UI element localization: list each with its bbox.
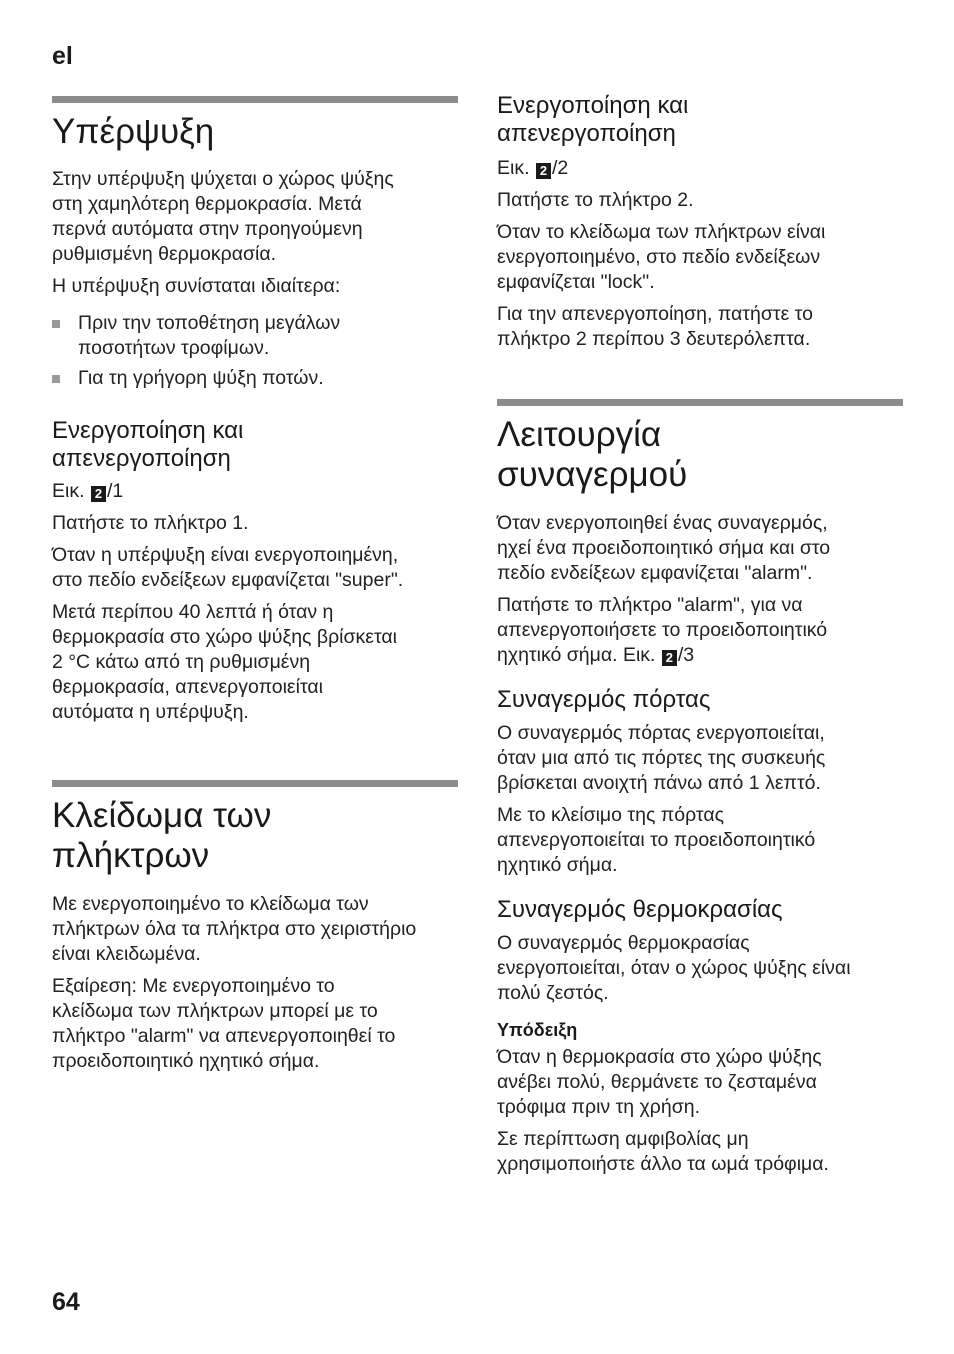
- section-key-lock-toggle: [497, 92, 909, 352]
- note-paragraph: Όταν η θερμοκρασία στο χώρο ψύξης ανέβει πολύ, θερμάνετε το ζεσταμένα τρόφιμα πριν τη χρήση.: [497, 1046, 822, 1118]
- section-super-cooling: [52, 112, 464, 725]
- alarm-paragraph: Όταν ενεργοποιηθεί ένας συναγερμός, ηχεί ένα προειδοποιητικό σήμα και στο πεδίο ενδείξεων εμφανίζεται "alarm".: [497, 512, 831, 584]
- recommend-text: Η υπέρψυξη συνίσταται ιδιαίτερα:: [52, 275, 341, 297]
- figure-reference: Εικ. 2 /1: [52, 480, 124, 502]
- deactivate-paragraph: Για την απενεργοποίηση, πατήστε το πλήκτρο 2 περίπου 3 δευτερόλεπτα.: [497, 303, 813, 350]
- section-title: Υπέρψυξη: [52, 112, 215, 151]
- figure-reference: Εικ. 2 /2: [497, 157, 569, 179]
- exception-paragraph: Εξαίρεση: Με ενεργοποιημένο το κλείδωμα των πλήκτρων μπορεί με το πλήκτρο "alarm" να απενεργοποιηθεί το προειδοποιητικό ηχητικό σήμα.: [52, 975, 396, 1072]
- bullet-icon: [52, 320, 60, 328]
- subsection-title: Ενεργοποίηση και απενεργοποίηση: [497, 92, 689, 147]
- figure-number-icon: 2: [536, 163, 551, 179]
- auto-off-paragraph: Μετά περίπου 40 λεπτά ή όταν η θερμοκρασία στο χώρο ψύξης βρίσκεται 2 °C κάτω από τη ρυθμισμένη θερμοκρασία, απενεργοποιείται αυτόματα η υπέρψυξη.: [52, 601, 398, 723]
- subsection-title: Συναγερμός πόρτας: [497, 686, 711, 713]
- press-instruction: Πατήστε το πλήκτρο 2.: [497, 189, 694, 211]
- list-item: Για τη γρήγορη ψύξη ποτών.: [52, 366, 464, 391]
- press-instruction: Πατήστε το πλήκτρο 1.: [52, 512, 249, 534]
- language-code: el: [52, 42, 73, 70]
- subsection-title: Ενεργοποίηση και απενεργοποίηση: [52, 417, 244, 472]
- section-key-lock: [52, 796, 464, 1074]
- door-close-paragraph: Με το κλείσιμο της πόρτας απενεργοποιείται το προειδοποιητικό ηχητικό σήμα.: [497, 804, 816, 876]
- section-alarm: [497, 415, 909, 1177]
- lock-shown-paragraph: Όταν το κλείδωμα των πλήκτρων είναι ενεργοποιημένο, στο πεδίο ενδείξεων εμφανίζεται "lock".: [497, 221, 826, 293]
- intro-paragraph: Στην υπέρψυξη ψύχεται ο χώρος ψύξης στη χαμηλότερη θερμοκρασία. Μετά περνά αυτόματα στην προηγούμενη ρυθμισμένη θερμοκρασία.: [52, 168, 394, 265]
- note-title: Υπόδειξη: [497, 1020, 578, 1040]
- section-title: Κλείδωμα των πλήκτρων: [52, 796, 272, 875]
- door-alarm-paragraph: Ο συναγερμός πόρτας ενεργοποιείται, όταν μια από τις πόρτες της συσκευής βρίσκεται ανοιχτή πάνω από 1 λεπτό.: [497, 722, 826, 794]
- section-divider: [497, 399, 903, 406]
- figure-number-icon: 2: [91, 486, 106, 502]
- active-paragraph: Όταν η υπέρψυξη είναι ενεργοποιημένη, στο πεδίο ενδείξεων εμφανίζεται "super".: [52, 544, 404, 591]
- temp-alarm-paragraph: Ο συναγερμός θερμοκρασίας ενεργοποιείται, όταν ο χώρος ψύξης είναι πολύ ζεστός.: [497, 932, 851, 1004]
- figure-number-icon: 2: [662, 650, 677, 666]
- page-number: 64: [52, 1288, 80, 1316]
- subsection-title: Συναγερμός θερμοκρασίας: [497, 896, 783, 923]
- lock-paragraph: Με ενεργοποιημένο το κλείδωμα των πλήκτρων όλα τα πλήκτρα στο χειριστήριο είναι κλειδωμένα.: [52, 893, 417, 965]
- list-item: Πριν την τοποθέτηση μεγάλων ποσοτήτων τροφίμων.: [52, 311, 464, 361]
- section-title: Λειτουργία συναγερμού: [497, 415, 688, 494]
- note-advice-paragraph: Σε περίπτωση αμφιβολίας μη χρησιμοποιήστε άλλο τα ωμά τρόφιμα.: [497, 1128, 829, 1175]
- section-divider: [52, 96, 458, 103]
- alarm-off-paragraph: Πατήστε το πλήκτρο "alarm", για να απενεργοποιήσετε το προειδοποιητικό ηχητικό σήμα. Εικ. 2 /3: [497, 594, 828, 666]
- section-divider: [52, 780, 458, 787]
- bullet-icon: [52, 375, 60, 383]
